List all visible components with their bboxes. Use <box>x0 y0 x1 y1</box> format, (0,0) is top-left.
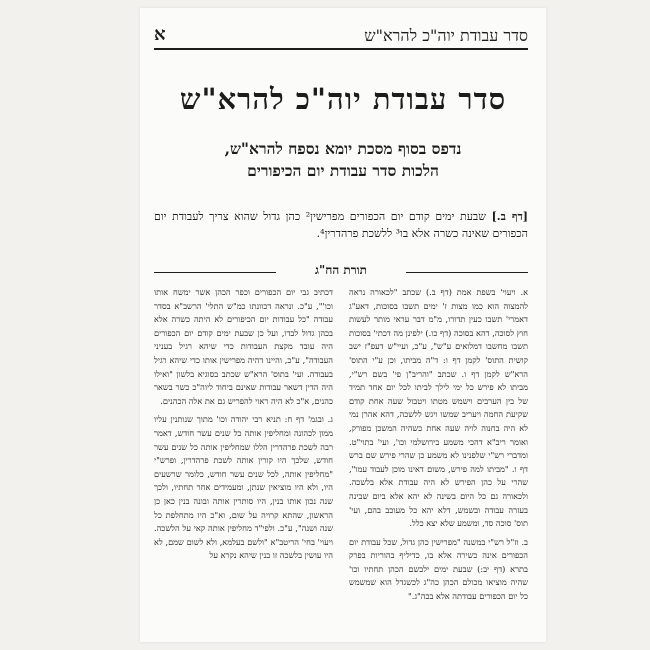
commentary-column-right <box>349 286 528 604</box>
book-page <box>140 8 546 642</box>
main-text <box>154 208 528 242</box>
page-title: סדר עבודת יוה"כ להרא"ש <box>179 82 507 116</box>
running-header <box>154 24 528 48</box>
main-text-body: שבעת ימים קודם יום הכפורים מפרישין² כהן גדול שהוא צריך לעבודת יום הכפורים שאינה כשרה אלא בו³ ללשכת פרהדרין⁴. <box>154 210 528 240</box>
commentary-column-left <box>154 286 333 563</box>
commentary-note-continued: דכתיב גבי יום הכפורים וכפר הכהן אשר ימשח אותו וכו'", ע"כ. ונראה דכוונתו כמ"ש התלי' הרשב"א בסדר עבודה "כל עבודות יום הכיפורים לא היתה כשרה אלא בכהן גדול לבדו, ועל כן שבעת ימים קודם יום הכפורים היה עובד מקצת העבודות כדי שיהא רגיל בעניני העבודה", ע"כ, והיינו דהיה מפרישין אותו כדי שיהא רגיל בעבודה. ועי' בתוס' הרא"ש שכתב בסוגיא בלשון "ואילו היה הדין דשאר עבודות שאינם ביחוד ליוה"כ כשר בשאר כהנים, א"כ לא היה ראוי להפריש גם את אלה הכהנים. <box>154 287 333 406</box>
page-letter: א <box>154 24 166 45</box>
divider-label: תורת הח"ג <box>315 263 367 277</box>
subheading-line-2: הלכות סדר עבודת יום הכיפורים <box>247 161 439 180</box>
subheading-line-1: נדפס בסוף מסכת יומא נספח להרא"ש, <box>224 139 462 158</box>
running-head-title: סדר עבודת יוה"כ להרא"ש <box>364 26 528 45</box>
folio-reference: [דף ב.] <box>491 210 529 223</box>
commentary-note-b: ב. וז"ל רש"י במשנה "מפרישין כהן גדול, שכל עבודת יום הכפורים אינה כשירה אלא בו, כדיליף בהוריות בפרק בתרא (דף יב:) שבעת ימים ילבשם הכהן תחתיו וכו' שהיה מוציאו מכולם הכהן כה"ג לכשגדל הוא שמשמש כל יום הכפורים עבודתה אלא בכה"ג." <box>349 536 528 602</box>
commentary-note-c: ג. ובגמ' דף ח: תניא רבי יהודה וכו' מתוך שנותנין עליו ממון לכהונה ומחליפין אותה כל שנים עשר חודש, דאמר רבה לשכת פרהדרין הללו שמחליפין אותה כל שנים עשר חודש, שלכך היו קורין אותה לשכת פרהדרין, ופרש"י "מחליפין אותה, לכל שנים עשר חודש, כלומר שרשעים היו, ולא היו מוציאין שנתן, ומעמידים אחר תחתיו, ולכך שנה נכון אותו בנין, היו סותרין אותה ובונה בנין כאן כן הראשון, שהתא קרויה על שום, וא"כ היו מתחלפת כל שנה ושנה", ע"כ. ולפי"ד מחליפין אותה קאי על הלשכה. ויעוי' בחי' הריטב"א "ולשם בעלמא, ולא לשום שמם, לא היו עושין בלשכה זו בנין שיהא נקרא על <box>154 414 333 561</box>
commentary-divider <box>154 263 528 283</box>
header-rule <box>154 48 528 50</box>
commentary-note-a: א. ויעוי' בשפת אמת (דף ב.) שכתב "לכאורה נראה להמצוה הוא כמו מצות ז' ימים תשבו בסוכות, דאע"ג דאמרי' תשבו כעין תדורו, מ"מ דבר עראי מותר לעשות חוץ לסוכה, דהא בסוכה (דף כו.) ילפינן מה דכתי' בסוכות תשבו מחשבו דמלואים ע"ש", ע"כ, ועיי"ש דעפ"ז ישב קושית התוס' לקמן דף ו: ד"ה מביתו, וכן ע"י התוס' הרא"ש לקמן דף ו. שכתב "והריב"ן פי' בשם רש"י, מביתו לא פירש כל ימי לילך לביתו לכל יום אחד תמיד של בין הערבים וישמש מטתו ויטבול שעה אחת קודם שקיעת החמה ויעריב שמשו ויגש ללשכה, דהא אהרן נמי לא היה בחנוה לויה שעה אחת כשהיה המשכן מפורק, ואומר ריב"א דהכי משמע בירושלמי וכו', ועי' בתוי"ט. ומדברי רש"י שלפנינו לא משמע כן שהרי פירש שם ברש דף ו. "מביתו למה פירש, משום דאינו מוכן לעבוד עמו", שהרי על כהן הפירש לא היה עבודת אלא בלשכה. ולכאורה גם כל היום בשינה לא יהא אלא ביום שבינה בעזרה עבודה ובשמש, דלא יהא כל מעוכב בהם, ועי' תוס' סוכה סד, ומשמע שלא יצא כלל. <box>349 287 528 529</box>
